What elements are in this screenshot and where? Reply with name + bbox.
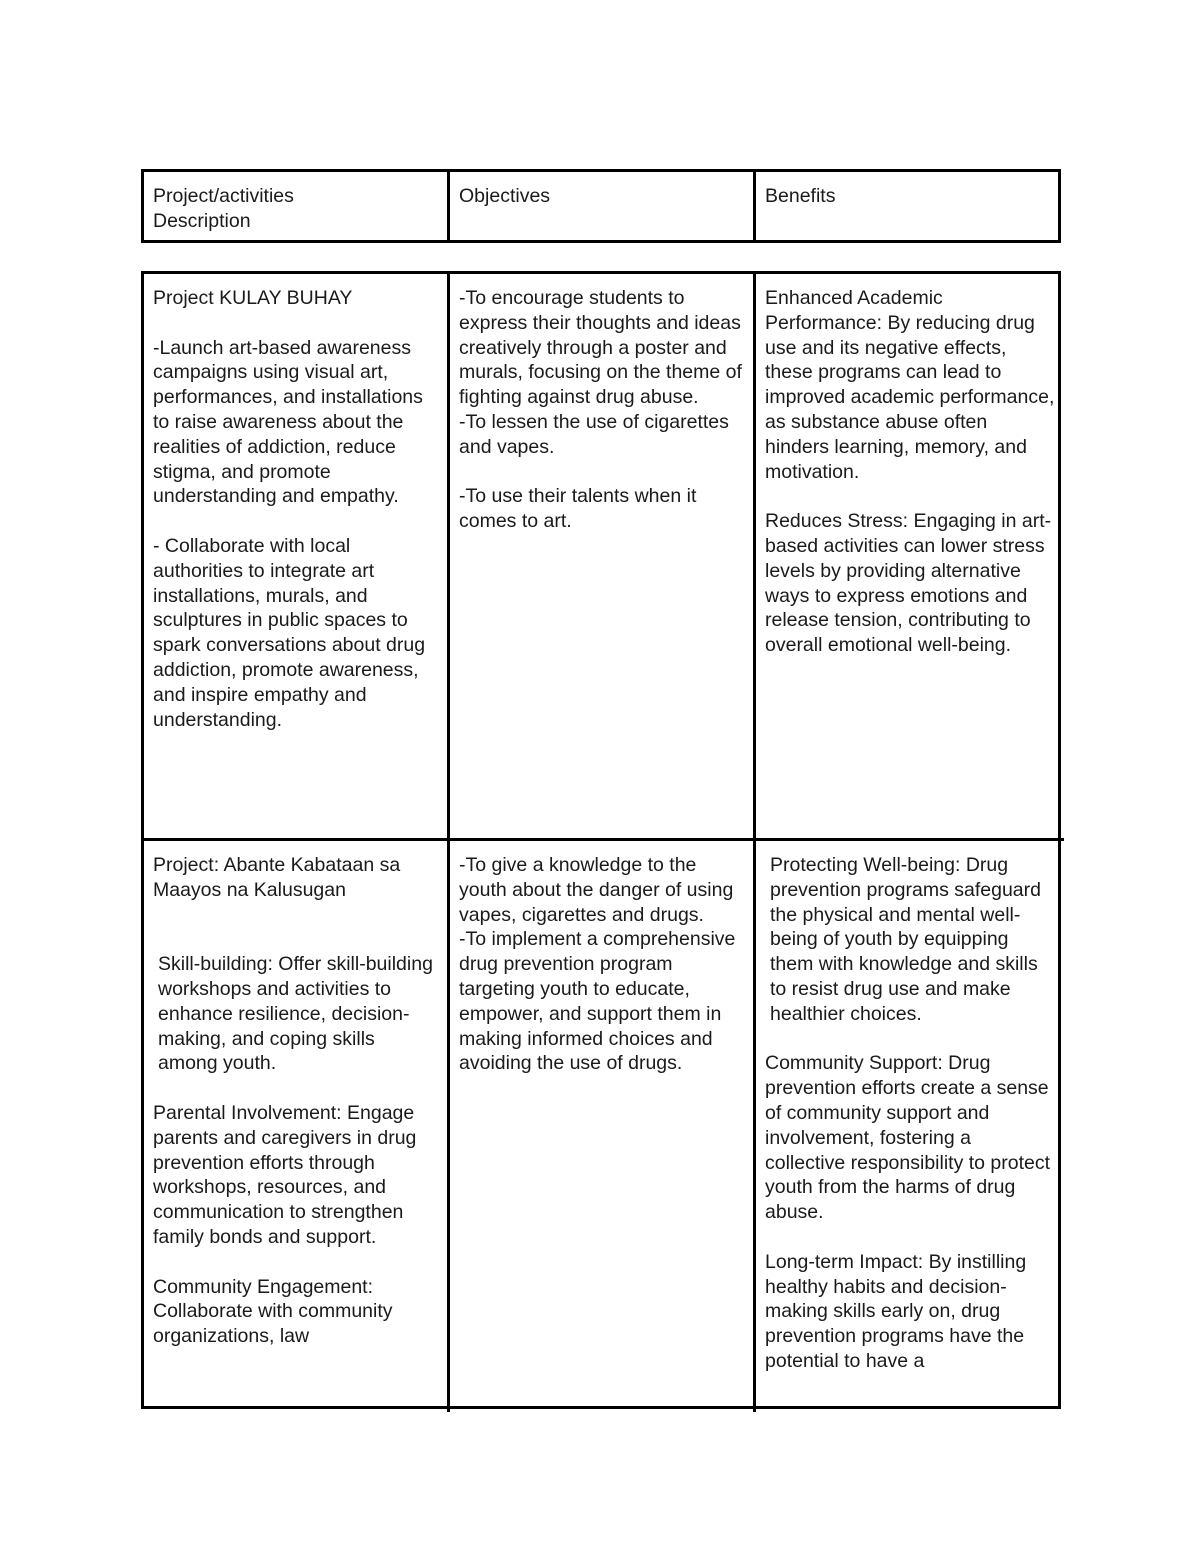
row1-objective-p2: -To lessen the use of cigarettes and vapes.	[459, 410, 729, 458]
row1-project-cell	[144, 274, 450, 841]
row2-objective-p2: -To implement a comprehensive drug prevention program targeting youth to educate, empower, and support them in making informed choices and avoiding the use of drugs.	[459, 928, 736, 1075]
header-cell-project	[144, 172, 450, 240]
header-cell-objectives	[450, 172, 756, 240]
row1-objectives-cell	[450, 274, 756, 841]
row1-objective-p3: -To use their talents when it comes to art.	[459, 485, 697, 533]
row2-project-title: Project: Abante Kabataan sa Maayos na Kalusugan	[153, 854, 401, 901]
row2-benefits-cell	[756, 841, 1064, 1412]
row2-project-p1: Skill-building: Offer skill-building workshops and activities to enhance resilience, decision-making, and coping skills among youth.	[158, 953, 433, 1075]
header-description-label: Description	[153, 209, 251, 232]
header-cell-benefits	[756, 172, 1064, 240]
row2-benefit-p2: Community Support: Drug prevention efforts create a sense of community support and involvement, fostering a collective responsibility to protect youth from the harms of drug abuse.	[765, 1052, 1051, 1224]
row2-project-cell	[144, 841, 450, 1412]
row2-benefit-p1: Protecting Well-being: Drug prevention programs safeguard the physical and mental well-being of youth by equipping them with knowledge and skills to resist drug use and make healthier choices.	[770, 854, 1041, 1025]
row1-benefit-p1: Enhanced Academic Performance: By reducing drug use and its negative effects, these programs can lead to improved academic performance, as substance abuse often hinders learning, memory, and motivation.	[765, 287, 1055, 483]
header-benefits-label: Benefits	[765, 185, 836, 207]
row2-project-p3: Community Engagement: Collaborate with community organizations, law	[153, 1275, 393, 1348]
row1-benefit-p2: Reduces Stress: Engaging in art-based activities can lower stress levels by providing alternative ways to express emotions and release tension, contributing to overall emotional well-being.	[765, 510, 1052, 657]
row2-benefit-p3: Long-term Impact: By instilling healthy habits and decision-making skills early on, drug prevention programs have the potential to have a	[765, 1250, 1027, 1372]
row2-objectives-cell	[450, 841, 756, 1412]
row1-project-title: Project KULAY BUHAY	[153, 287, 353, 309]
header-objectives-label: Objectives	[459, 185, 551, 207]
row1-benefits-cell	[756, 274, 1064, 841]
row1-project-p1: -Launch art-based awareness campaigns using visual art, performances, and installations to raise awareness about the realities of addiction, reduce stigma, and promote understanding and empathy.	[153, 336, 423, 508]
header-table	[141, 169, 1061, 243]
row2-project-p2: Parental Involvement: Engage parents and caregivers in drug prevention efforts through workshops, resources, and communication to strengthen family bonds and support.	[153, 1101, 417, 1248]
row1-objective-p1: -To encourage students to express their thoughts and ideas creatively through a poster and murals, focusing on the theme of fighting against drug abuse.	[459, 287, 742, 409]
row2-objective-p1: -To give a knowledge to the youth about the danger of using vapes, cigarettes and drugs.	[459, 854, 734, 926]
row1-project-p2: - Collaborate with local authorities to integrate art installations, murals, and sculptures in public spaces to spark conversations about drug addiction, promote awareness, and inspire empathy and understanding.	[153, 534, 426, 731]
projects-table	[141, 271, 1061, 1409]
header-project-label: Project/activities	[153, 185, 294, 207]
